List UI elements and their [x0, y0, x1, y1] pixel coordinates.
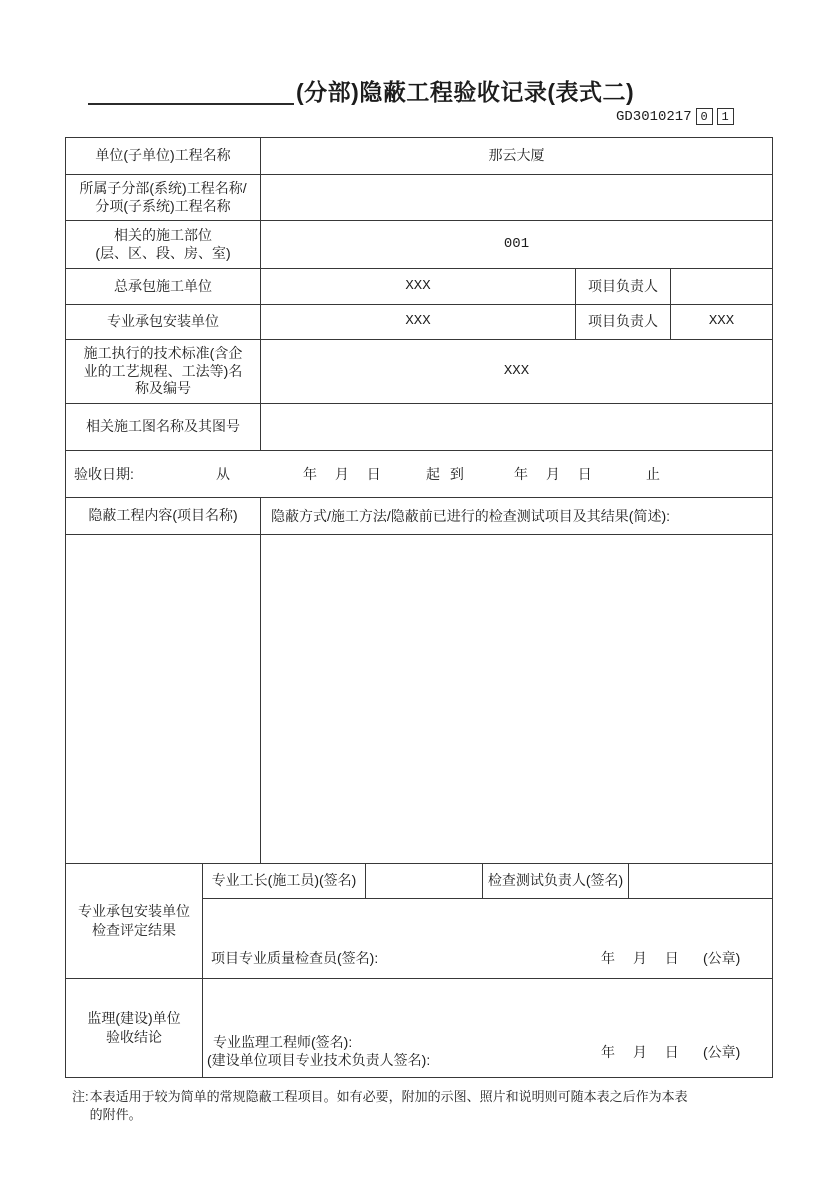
inspector-signature-label: 检查测试负责人(签名) [483, 864, 629, 898]
acceptance-record-table [65, 137, 773, 1078]
form-code: GD3010217 [616, 108, 692, 125]
qc-official-seal-label: (公章) [703, 950, 741, 966]
specialist-contractor-manager-value: XXX [708, 313, 735, 330]
supervisor-conclusion-label [66, 979, 203, 1077]
construction-location-label-line1: 相关的施工部位 [114, 227, 212, 243]
form-code-row [616, 107, 734, 126]
contractor-check-result-label-line1: 专业承包安装单位 [78, 903, 190, 920]
acceptance-date-end: 止 [646, 466, 660, 482]
page-title: (分部)隐蔽工程验收记录(表式二) [296, 79, 635, 105]
technical-standard-label [66, 340, 261, 403]
drawing-name-label: 相关施工图名称及其图号 [66, 404, 261, 450]
row-concealed-content-header [66, 498, 772, 535]
row-concealed-content-area [66, 535, 772, 864]
subdivision-name-label-line2: 分项(子系统)工程名称 [95, 197, 231, 214]
general-contractor-manager-value [671, 269, 772, 304]
inspector-signature-value [629, 864, 772, 898]
row-drawing-name [66, 404, 772, 451]
construction-location-label-line2: (层、区、段、房、室) [95, 244, 231, 261]
supervisor-conclusion-label-line1: 监理(建设)单位 [87, 1010, 181, 1027]
form-code-box-2: 1 [717, 108, 734, 125]
row-construction-location [66, 221, 772, 269]
footnote-line1: 本表适用于较为简单的常规隐蔽工程项目。如有必要，附加的示图、照片和说明则可随本表之后作为本表 [89, 1089, 688, 1104]
technical-standard-label-line2: 业的工艺规程、工法等)名 [83, 362, 243, 379]
construction-location-label [66, 221, 261, 268]
concealed-content-label: 隐蔽工程内容(项目名称) [66, 498, 261, 534]
foreman-signature-label: 专业工长(施工员)(签名) [203, 864, 366, 898]
unit-project-name-value: 那云大厦 [488, 147, 545, 164]
general-contractor-value: XXX [261, 269, 576, 304]
qc-date-fields: 年 月 日 [601, 950, 679, 966]
acceptance-date-start: 年 月 日 [303, 466, 381, 482]
footnote [72, 1088, 778, 1124]
owner-technical-lead-signature-label: (建设单位项目专业技术负责人签名): [207, 1052, 431, 1068]
title-blank-line [88, 86, 294, 105]
unit-project-name-label: 单位(子单位)工程名称 [66, 138, 261, 174]
technical-standard-value: XXX [503, 362, 530, 379]
footnote-line2: 的附件。 [89, 1107, 142, 1123]
acceptance-date-finish: 年 月 日 [514, 466, 592, 482]
acceptance-date-label: 验收日期: [74, 466, 134, 482]
technical-standard-label-line1: 施工执行的技术标准(含企 [83, 345, 243, 362]
concealed-content-area-left [66, 535, 261, 863]
supervisor-date-fields: 年 月 日 [601, 1044, 679, 1060]
subdivision-name-value [261, 175, 772, 220]
row-unit-project-name [66, 138, 772, 175]
supervisor-signature-area [203, 979, 772, 1077]
contractor-check-result-label [66, 864, 203, 978]
construction-location-value: 001 [503, 235, 530, 252]
footnote-lines [90, 1088, 688, 1124]
supervisor-engineer-signature-label: 专业监理工程师(签名): [213, 1034, 353, 1050]
concealed-content-area-right [261, 535, 772, 863]
foreman-signature-value [366, 864, 483, 898]
row-general-contractor [66, 269, 772, 305]
footnote-prefix: 注: [72, 1089, 89, 1104]
general-contractor-label: 总承包施工单位 [66, 269, 261, 304]
section-contractor-check-result [66, 864, 772, 979]
subdivision-name-label [66, 175, 261, 220]
row-technical-standard [66, 340, 772, 404]
form-code-box-1: 0 [696, 108, 713, 125]
contractor-check-result-label-line2: 检查评定结果 [92, 922, 176, 938]
row-specialist-contractor [66, 305, 772, 340]
supervisor-official-seal-label: (公章) [703, 1044, 741, 1060]
row-subdivision-name [66, 175, 772, 221]
specialist-contractor-label: 专业承包安装单位 [66, 305, 261, 339]
technical-standard-label-line3: 称及编号 [135, 380, 191, 397]
section-supervisor-conclusion [66, 979, 772, 1077]
qc-signature-area [203, 899, 772, 978]
supervisor-conclusion-label-line2: 验收结论 [106, 1029, 162, 1045]
drawing-name-value [261, 404, 772, 450]
contractor-signature-row [203, 864, 772, 899]
row-acceptance-date [66, 451, 772, 498]
acceptance-date-from: 从 [216, 466, 230, 482]
specialist-contractor-value: XXX [261, 305, 576, 339]
concealed-method-header: 隐蔽方式/施工方法/隐蔽前已进行的检查测试项目及其结果(简述): [271, 508, 670, 524]
general-contractor-manager-label: 项目负责人 [576, 269, 671, 304]
contractor-check-result-body [203, 864, 772, 978]
acceptance-date-to: 起 到 [426, 466, 464, 482]
qc-signature-label: 项目专业质量检查员(签名): [211, 950, 379, 966]
subdivision-name-label-line1: 所属子分部(系统)工程名称/ [79, 180, 247, 196]
specialist-contractor-manager-label: 项目负责人 [576, 305, 671, 339]
